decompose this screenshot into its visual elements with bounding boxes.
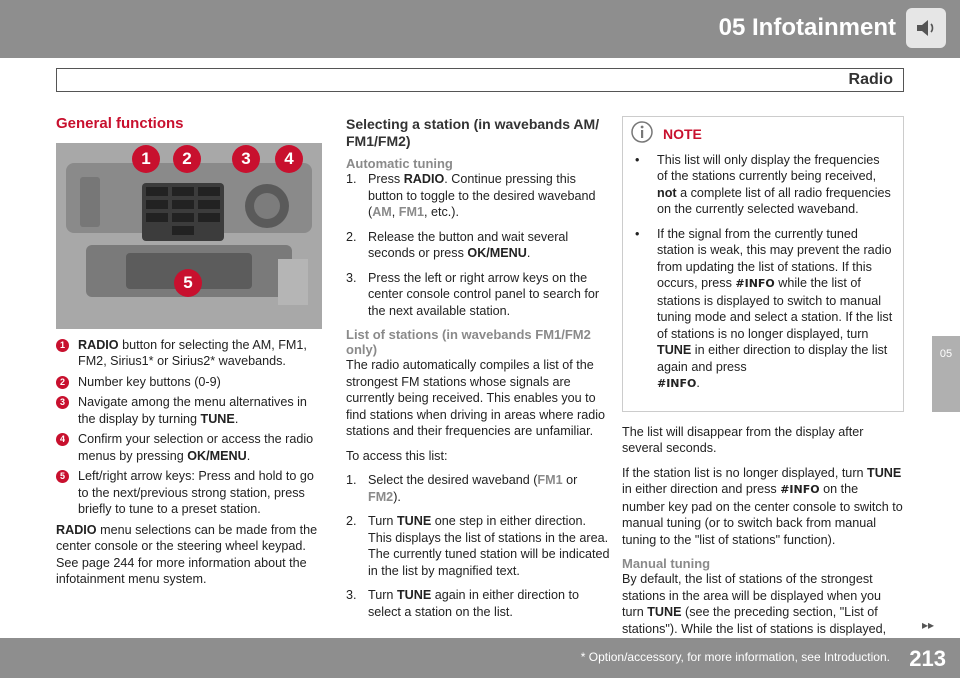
heading-list-of-stations: List of stations (in wavebands FM1/FM2 only) <box>346 327 591 357</box>
info-button-symbol: #INFO <box>735 277 775 290</box>
step-item: 1. Select the desired waveband (FM1 or FM2). <box>346 473 578 504</box>
list-steps <box>346 472 612 620</box>
legend-number: 2 <box>56 376 69 389</box>
radio-menu-paragraph: RADIO menu selections can be made from the center console or the steering wheel keypad. See page 244 for more information about the infotainment menu system. <box>56 522 318 586</box>
chapter-tab[interactable]: 05 <box>932 336 960 412</box>
column-general-functions <box>56 116 322 596</box>
heading-manual-tuning: Manual tuning <box>622 556 711 571</box>
step-item: 1. Press RADIO. Continue pressing this button to toggle to the desired waveband (AM, FM1, etc.). <box>346 172 596 219</box>
footer-note: * Option/accessory, for more information, see Introduction. <box>580 650 890 664</box>
callout-2: 2 <box>173 145 201 173</box>
note-list <box>623 152 903 393</box>
step-item: 3. Turn TUNE again in either direction to select a station on the list. <box>346 588 579 619</box>
info-button-symbol: #INFO <box>780 483 820 496</box>
continue-arrows: ▸▸ <box>921 618 934 632</box>
callout-1: 1 <box>132 145 160 173</box>
legend-item: 2 Number key buttons (0-9) <box>56 374 322 391</box>
section-bar <box>56 68 904 92</box>
legend-item: 5 Left/right arrow keys: Press and hold to go to the next/previous strong station, press briefly to tune to a preset station. <box>56 468 322 518</box>
section-title: Radio <box>848 71 893 88</box>
page-number: 213 <box>909 646 946 671</box>
figure-legend <box>56 337 322 518</box>
legend-item: 3 Navigate among the menu alternatives in the display by turning TUNE. <box>56 394 322 427</box>
note-item: • This list will only display the frequencies of the stations currently being received, not a complete list of all radio frequencies on the currently selected waveband. <box>635 152 891 216</box>
page-header <box>0 0 960 58</box>
manual-switch-paragraph: If the station list is no longer displayed, turn TUNE in either direction and press #INFO on the number key pad on the center console to switch to manual tuning (or to switch back from manual tuning to the "list of stations" function). <box>622 465 903 547</box>
legend-number: 4 <box>56 433 69 446</box>
list-paragraph: The radio automatically compiles a list of the strongest FM stations whose signals are currently being received. This enables you to find stations when driving in areas where radio stations and their frequencies are unfamiliar. <box>346 358 606 438</box>
manual-tuning-paragraph: By default, the list of stations of the strongest stations in the area will be displayed when you turn TUNE (see the preceding section, "List of stations"). While the list of stations is displayed, <box>622 572 887 636</box>
step-item: 2. Release the button and wait several seconds or press OK/MENU. <box>346 229 569 260</box>
legend-number: 1 <box>56 339 69 352</box>
speaker-icon <box>906 8 946 48</box>
heading-selecting-station: Selecting a station (in wavebands AM/ FM1/FM2) <box>346 116 600 149</box>
legend-number: 5 <box>56 470 69 483</box>
note-box <box>622 116 904 412</box>
legend-item: 4 Confirm your selection or access the radio menus by pressing OK/MENU. <box>56 431 322 464</box>
column-selecting-station <box>346 116 612 628</box>
center-console-image <box>56 143 322 329</box>
heading-automatic-tuning: Automatic tuning <box>346 156 453 171</box>
note-title: NOTE <box>663 126 702 142</box>
step-item: 3. Press the left or right arrow keys on the center console control panel to search for the next available station. <box>346 270 600 318</box>
legend-number: 3 <box>56 396 69 409</box>
access-paragraph: To access this list: <box>346 448 448 463</box>
info-icon <box>631 121 653 148</box>
info-button-symbol: #INFO <box>657 377 697 390</box>
column-note <box>622 116 904 645</box>
note-header <box>623 117 903 152</box>
note-item: • If the signal from the currently tuned station is weak, this may prevent the radio from updating the list of stations. If this occurs, press #INFO while the list of stations is displayed to switch to manual tuning mode and select a station. If the list of stations is no longer displayed, turn TUNE in either direction to display the list again and press #INFO. <box>635 226 893 390</box>
list-disappear-paragraph: The list will disappear from the display after several seconds. <box>622 424 864 455</box>
heading-general-functions: General functions <box>56 115 184 132</box>
automatic-tuning-steps <box>346 171 612 319</box>
step-item: 2. Turn TUNE one step in either direction. This displays the list of stations in the area. The currently tuned station will be indicated in the list by magnified text. <box>346 514 610 578</box>
callout-3: 3 <box>232 145 260 173</box>
legend-item: 1 RADIO button for selecting the AM, FM1, FM2, Sirius1* or Sirius2* wavebands. <box>56 337 322 370</box>
page-footer <box>0 638 960 678</box>
callout-4: 4 <box>275 145 303 173</box>
callout-5: 5 <box>174 269 202 297</box>
chapter-title: 05 Infotainment <box>718 14 896 41</box>
